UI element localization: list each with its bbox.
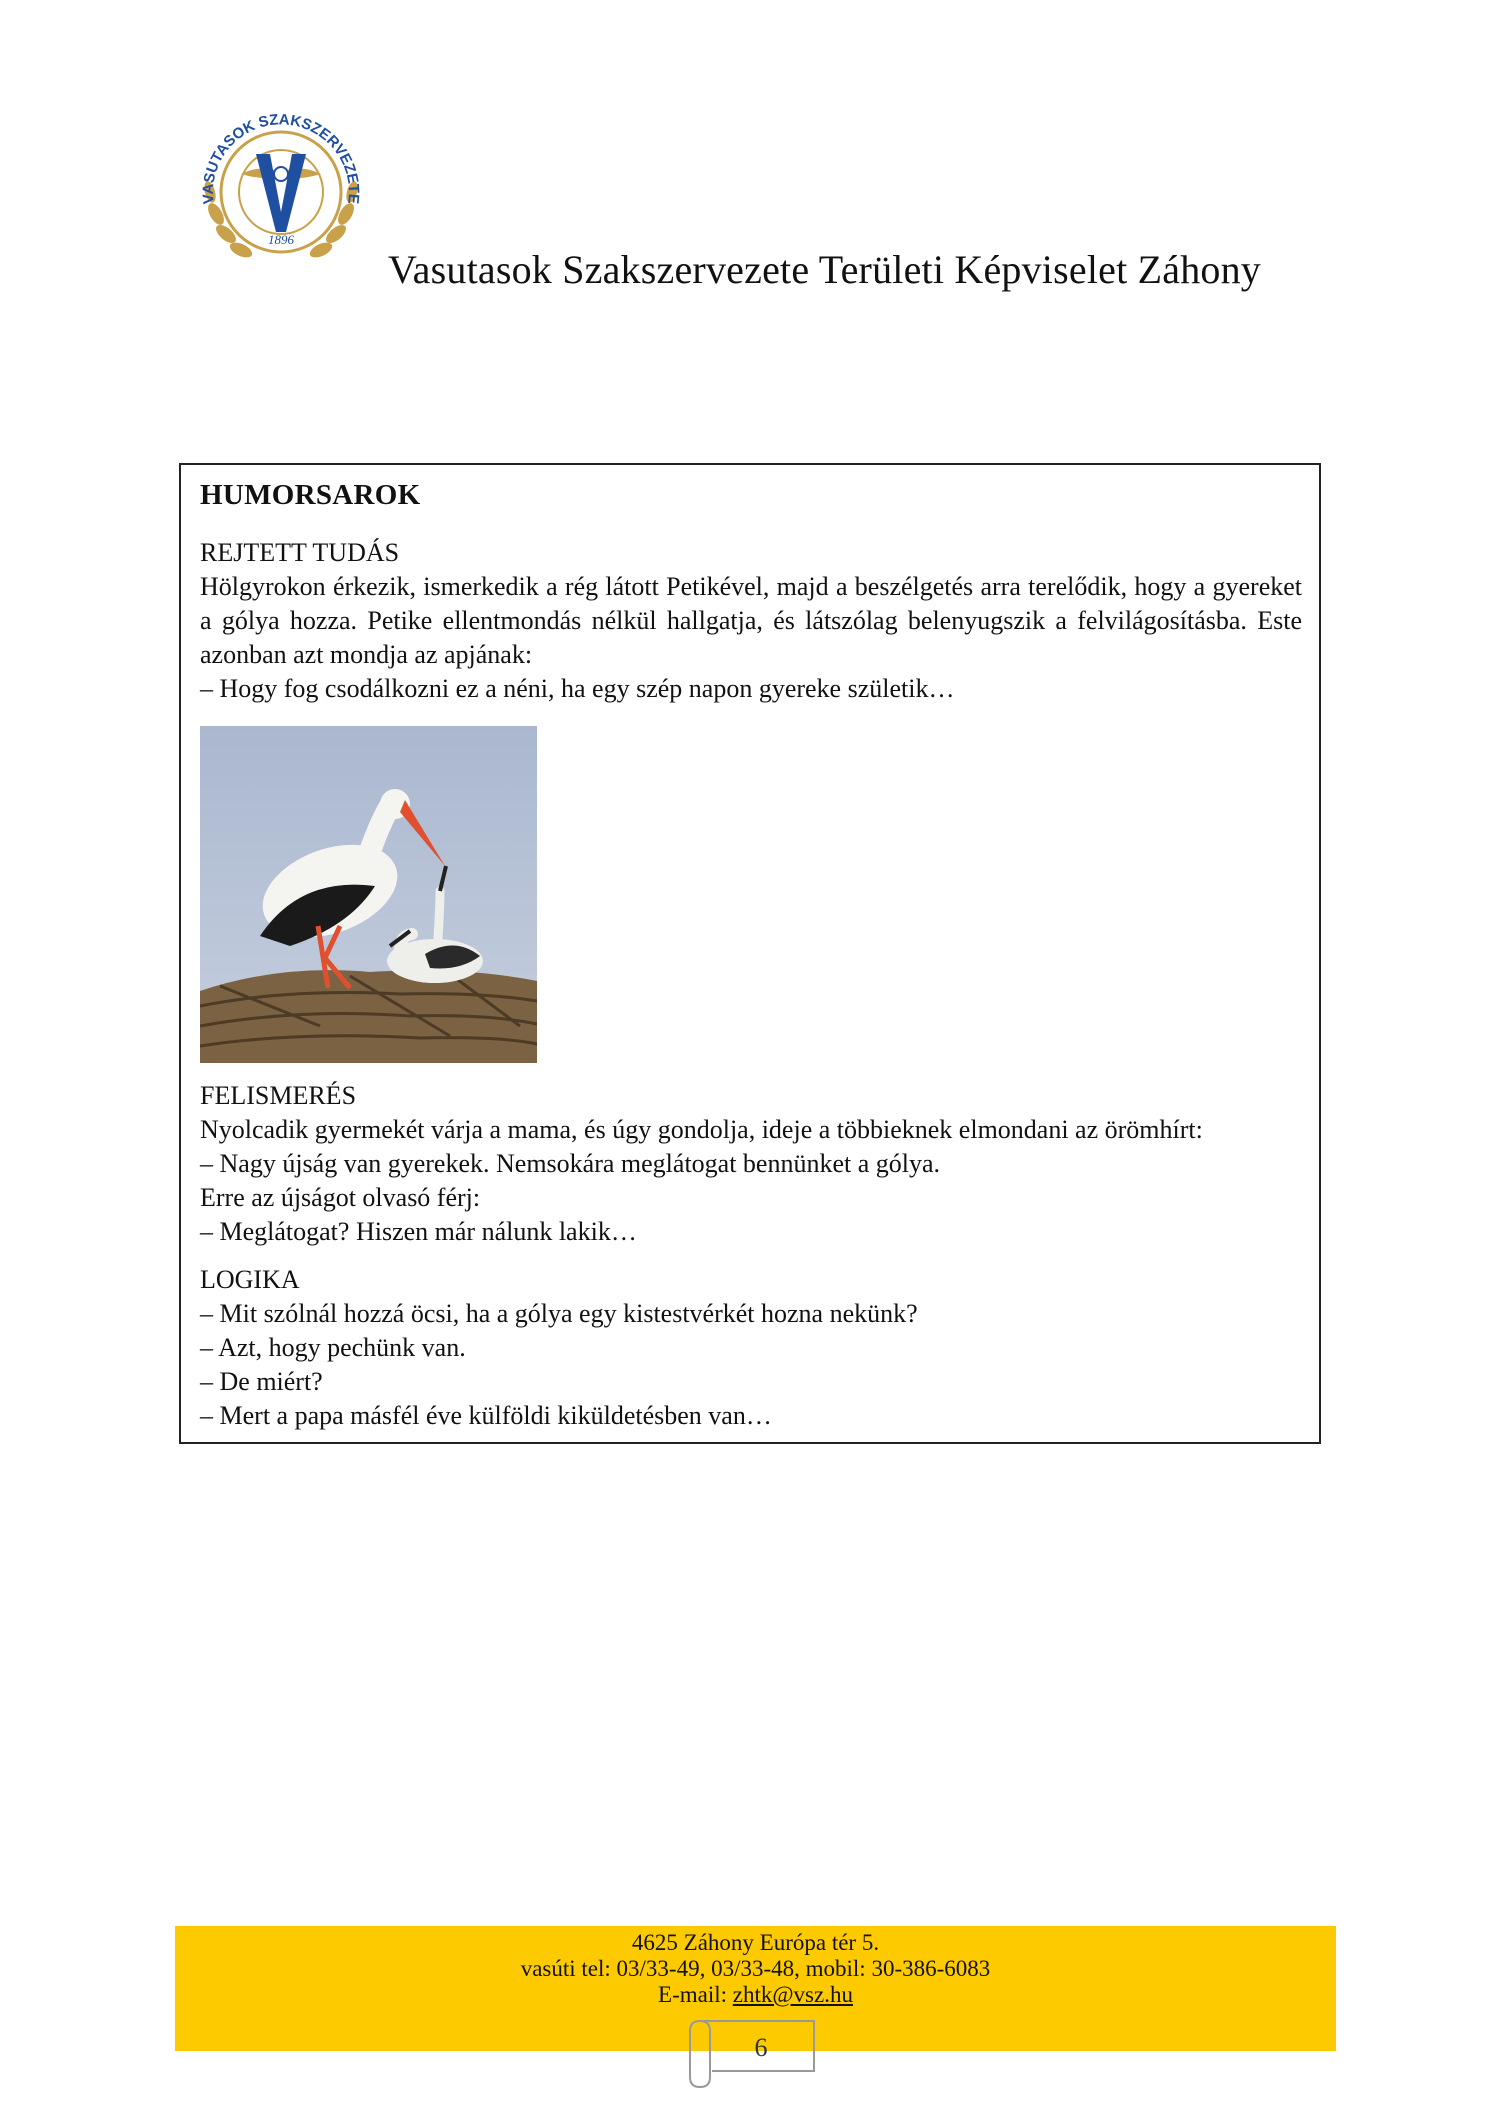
union-logo [186,94,376,284]
joke-line: Nyolcadik gyermekét várja a mama, és úgy gondolja, ideje a többieknek elmondani az örömhírt: [200,1115,1203,1144]
joke-line: – Mit szólnál hozzá öcsi, ha a gólya egy kistestvérkét hozna nekünk? [200,1299,918,1328]
joke-logika [200,1263,1302,1433]
footer-phones: vasúti tel: 03/33-49, 03/33-48, mobil: 30-386-6083 [520,1956,991,1981]
logo-year: 1896 [268,232,294,247]
stork-photo [200,726,537,1063]
joke-felismeres [200,1079,1302,1249]
joke-rejtett-tudas [200,536,1302,706]
joke-title: REJTETT TUDÁS [200,538,400,567]
page-number: 6 [754,2033,768,2062]
joke-line: – Nagy újság van gyerekek. Nemsokára meglátogat bennünket a gólya. [200,1149,941,1178]
joke-title: FELISMERÉS [200,1081,357,1110]
footer-email-line [175,1982,1336,2008]
joke-line: – Hogy fog csodálkozni ez a néni, ha egy szép napon gyereke születik… [200,674,955,703]
footer-email-label: E-mail: [658,1982,733,2007]
organization-title: Vasutasok Szakszervezete Területi Képviselet Záhony [388,247,1262,292]
joke-title: LOGIKA [200,1265,300,1294]
joke-line: – Meglátogat? Hiszen már nálunk lakik… [200,1217,637,1246]
humor-corner-box [179,463,1321,1444]
footer-address: 4625 Záhony Európa tér 5. [631,1930,880,1955]
section-heading: HUMORSAROK [200,479,421,511]
footer-email-link[interactable]: zhtk@vsz.hu [732,1982,853,2007]
logo-arc-text: VASUTASOK SZAKSZERVEZETE [199,111,363,205]
joke-line: – Mert a papa másfél éve külföldi kiküldetésben van… [200,1401,772,1430]
joke-line: – De miért? [200,1367,323,1396]
joke-line: – Azt, hogy pechünk van. [200,1333,466,1362]
joke-paragraph: Hölgyrokon érkezik, ismerkedik a rég látott Petikével, majd a beszélgetés arra terelődik, hogy a gyereket a gólya hozza. Petike ellentmondás nélkül hallgatja, és látszólag belenyugszik a felvilágosításba. Este azonban azt mondja az apjának: [200,572,1302,669]
joke-line: Erre az újságot olvasó férj: [200,1183,481,1212]
